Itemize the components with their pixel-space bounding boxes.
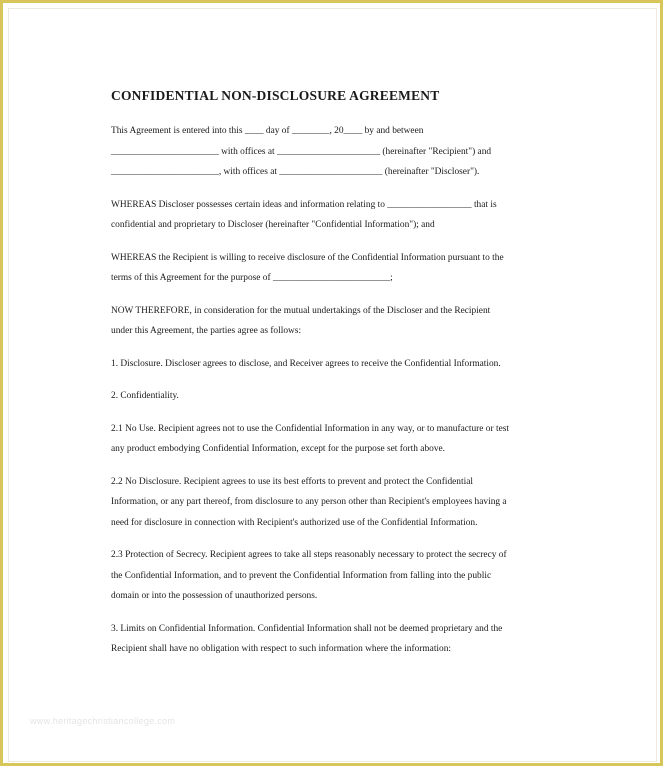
clause-2-1-no-use: [111, 419, 561, 460]
document-title: CONFIDENTIAL NON-DISCLOSURE AGREEMENT: [111, 88, 440, 103]
text-line: NOW THEREFORE, in consideration for the mutual undertakings of the Discloser and the Recipient: [111, 305, 491, 316]
text-line: 2.1 No Use. Recipient agrees not to use the Confidential Information in any way, or to manufacture or test: [111, 423, 509, 434]
text-line: domain or into the possession of unauthorized persons.: [111, 591, 318, 601]
clause-2-3-protection-of-secrecy: [111, 545, 561, 607]
clause-2-confidentiality: [111, 386, 561, 407]
text-line: Recipient shall have no obligation with respect to such information where the information:: [111, 644, 452, 654]
text-line: confidential and proprietary to Discloser (hereinafter "Confidential Information"); and: [111, 220, 435, 230]
text-line: _______________________, with offices at ______________________ (hereinafter "Discloser").: [111, 167, 480, 177]
paragraph-whereas-recipient: [111, 248, 561, 289]
text-line: any product embodying Confidential Information, except for the purpose set forth above.: [111, 444, 446, 454]
paragraph-now-therefore: [111, 301, 561, 342]
clause-3-limits: [111, 619, 561, 660]
text-line: Information, or any part thereof, from disclosure to any person other than Recipient's employees having a: [111, 497, 507, 507]
text-line: 2.2 No Disclosure. Recipient agrees to use its best efforts to prevent and protect the Confidential: [111, 476, 473, 487]
text-line: terms of this Agreement for the purpose of _________________________;: [111, 273, 393, 283]
text-line: _______________________ with offices at ______________________ (hereinafter "Recipient") and: [111, 146, 492, 157]
paragraph-whereas-discloser: [111, 195, 561, 236]
text-line: WHEREAS the Recipient is willing to receive disclosure of the Confidential Information pursuant to the: [111, 252, 504, 263]
paragraph-parties: [111, 121, 561, 183]
text-line: 3. Limits on Confidential Information. Confidential Information shall not be deemed proprietary and the: [111, 623, 503, 634]
text-line: 1. Disclosure. Discloser agrees to disclose, and Receiver agrees to receive the Confidential Information.: [111, 358, 501, 369]
clause-2-2-no-disclosure: [111, 472, 561, 534]
text-line: 2.3 Protection of Secrecy. Recipient agrees to take all steps reasonably necessary to protect the secrecy of: [111, 550, 507, 560]
text-line: the Confidential Information, and to prevent the Confidential Information from falling into the public: [111, 570, 492, 581]
watermark-text: www.heritagechristiancollege.com: [30, 716, 176, 726]
clause-1-disclosure: [111, 354, 561, 375]
text-line: 2. Confidentiality.: [111, 391, 179, 401]
text-line: WHEREAS Discloser possesses certain ideas and information relating to __________________ that is: [111, 199, 497, 210]
text-line: need for disclosure in connection with Recipient's authorized use of the Confidential Information.: [111, 517, 478, 528]
text-line: This Agreement is entered into this ____ day of ________, 20____ by and between: [111, 126, 424, 136]
text-line: under this Agreement, the parties agree as follows:: [111, 326, 302, 336]
document-body: [111, 86, 561, 672]
